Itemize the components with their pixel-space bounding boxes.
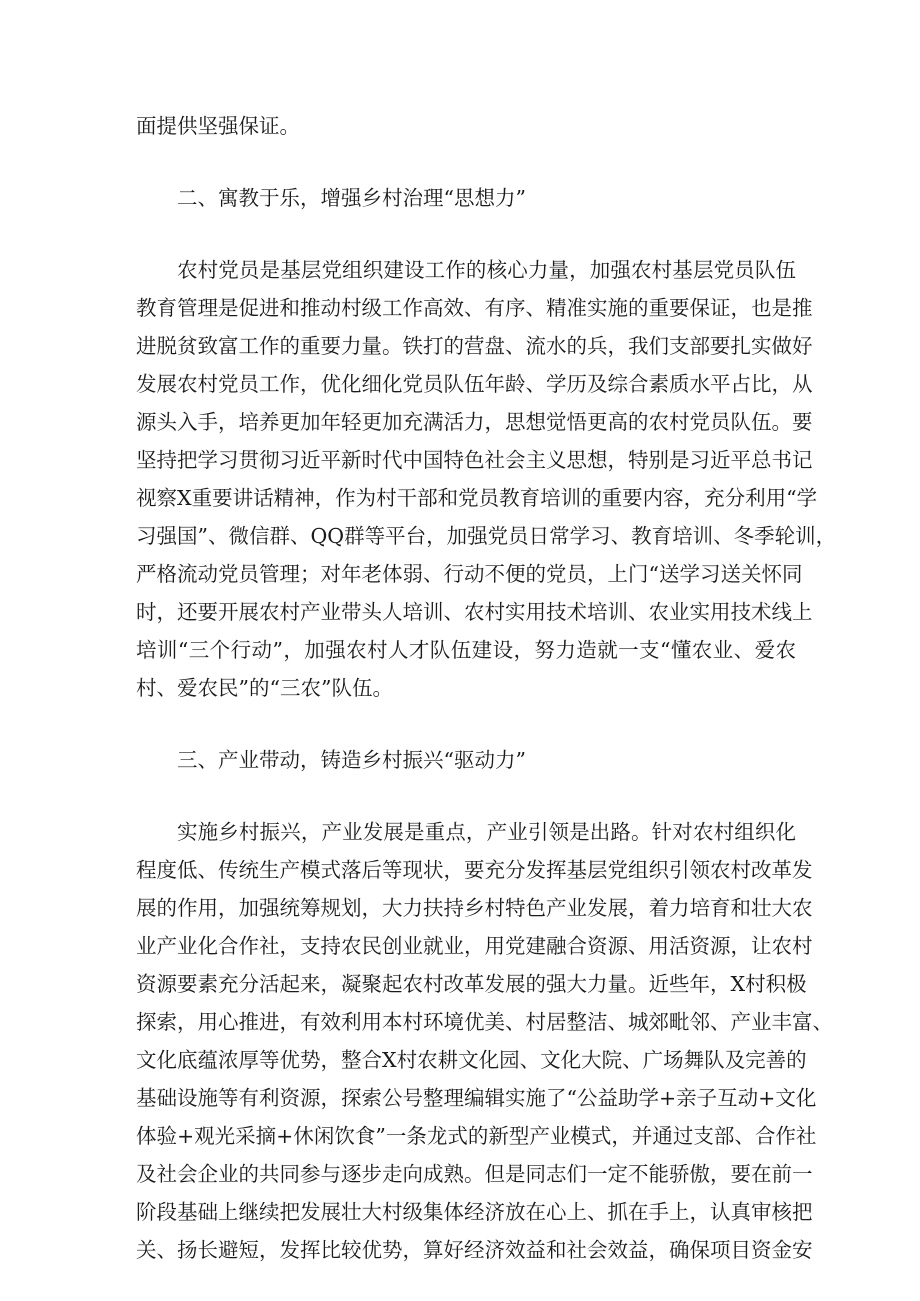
paragraph-line: 培训“三个行动”，加强农村人才队伍建设，努力造就一支“懂农业、爱农 <box>136 638 796 662</box>
section-2-paragraph <box>136 251 837 707</box>
section-heading-2: 二、寓教于乐，增强乡村治理“思想力” <box>177 186 526 210</box>
paragraph-line: 发展农村党员工作，优化细化党员队伍年龄、学历及综合素质水平占比，从 <box>136 372 813 396</box>
paragraph-gap <box>136 145 796 179</box>
document-body <box>136 107 837 1269</box>
paragraph-line: 农村党员是基层党组织建设工作的核心力量，加强农村基层党员队伍 <box>177 258 796 282</box>
paragraph-line: 进脱贫致富工作的重要力量。铁打的营盘、流水的兵，我们支部要扎实做好 <box>136 334 813 358</box>
paragraph-line: 业产业化合作社，支持农民创业就业，用党建融合资源、用活资源，让农村 <box>136 934 813 958</box>
section-3-paragraph <box>136 813 833 1269</box>
section-heading-3: 三、产业带动，铸造乡村振兴“驱动力” <box>177 748 526 772</box>
paragraph-gap <box>136 217 796 251</box>
paragraph-line: 视察X重要讲话精神，作为村干部和党员教育培训的重要内容，充分利用“学 <box>136 486 818 510</box>
paragraph-line: 实施乡村振兴，产业发展是重点，产业引领是出路。针对农村组织化 <box>177 820 796 844</box>
paragraph-line: 教育管理是促进和推动村级工作高效、有序、精准实施的重要保证，也是推 <box>136 296 813 320</box>
paragraph-line: 坚持把学习贯彻习近平新时代中国特色社会主义思想，特别是习近平总书记 <box>136 448 813 472</box>
paragraph-line: 关、扬长避短，发挥比较优势，算好经济效益和社会效益，确保项目资金安 <box>136 1238 813 1262</box>
paragraph-line: 习强国”、微信群、QQ群等平台，加强党员日常学习、教育培训、冬季轮训， <box>136 524 837 548</box>
paragraph-gap <box>136 707 796 741</box>
paragraph-line: 阶段基础上继续把发展壮大村级集体经济放在心上、抓在手上，认真审核把 <box>136 1200 813 1224</box>
paragraph-line: 源头入手，培养更加年轻更加充满活力，思想觉悟更高的农村党员队伍。要 <box>136 410 813 434</box>
paragraph-line: 严格流动党员管理；对年老体弱、行动不便的党员，上门“送学习送关怀同 <box>136 562 803 586</box>
paragraph-gap <box>136 779 796 813</box>
paragraph-line: 及社会企业的共同参与逐步走向成熟。但是同志们一定不能骄傲，要在前一 <box>136 1162 813 1186</box>
paragraph-line: 村、爱农民”的“三农”队伍。 <box>136 676 393 700</box>
paragraph-line: 时，还要开展农村产业带头人培训、农村实用技术培训、农业实用技术线上 <box>136 600 813 624</box>
paragraph-tail-line: 面提供坚强保证。 <box>136 114 300 138</box>
paragraph-line: 基础设施等有利资源，探索公号整理编辑实施了“公益助学+亲子互动+文化 <box>136 1086 817 1110</box>
paragraph-line: 文化底蕴浓厚等优势，整合X村农耕文化园、文化大院、广场舞队及完善的 <box>136 1048 807 1072</box>
paragraph-line: 展的作用，加强统筹规划，大力扶持乡村特色产业发展，着力培育和壮大农 <box>136 896 813 920</box>
paragraph-line: 探索，用心推进，有效利用本村环境优美、村居整洁、城郊毗邻、产业丰富、 <box>136 1010 833 1034</box>
paragraph-line: 资源要素充分活起来，凝聚起农村改革发展的强大力量。近些年，X村积极 <box>136 972 807 996</box>
paragraph-line: 程度低、传统生产模式落后等现状，要充分发挥基层党组织引领农村改革发 <box>136 858 813 882</box>
paragraph-line: 体验+观光采摘+休闲饮食”一条龙式的新型产业模式，并通过支部、合作社 <box>136 1124 817 1148</box>
